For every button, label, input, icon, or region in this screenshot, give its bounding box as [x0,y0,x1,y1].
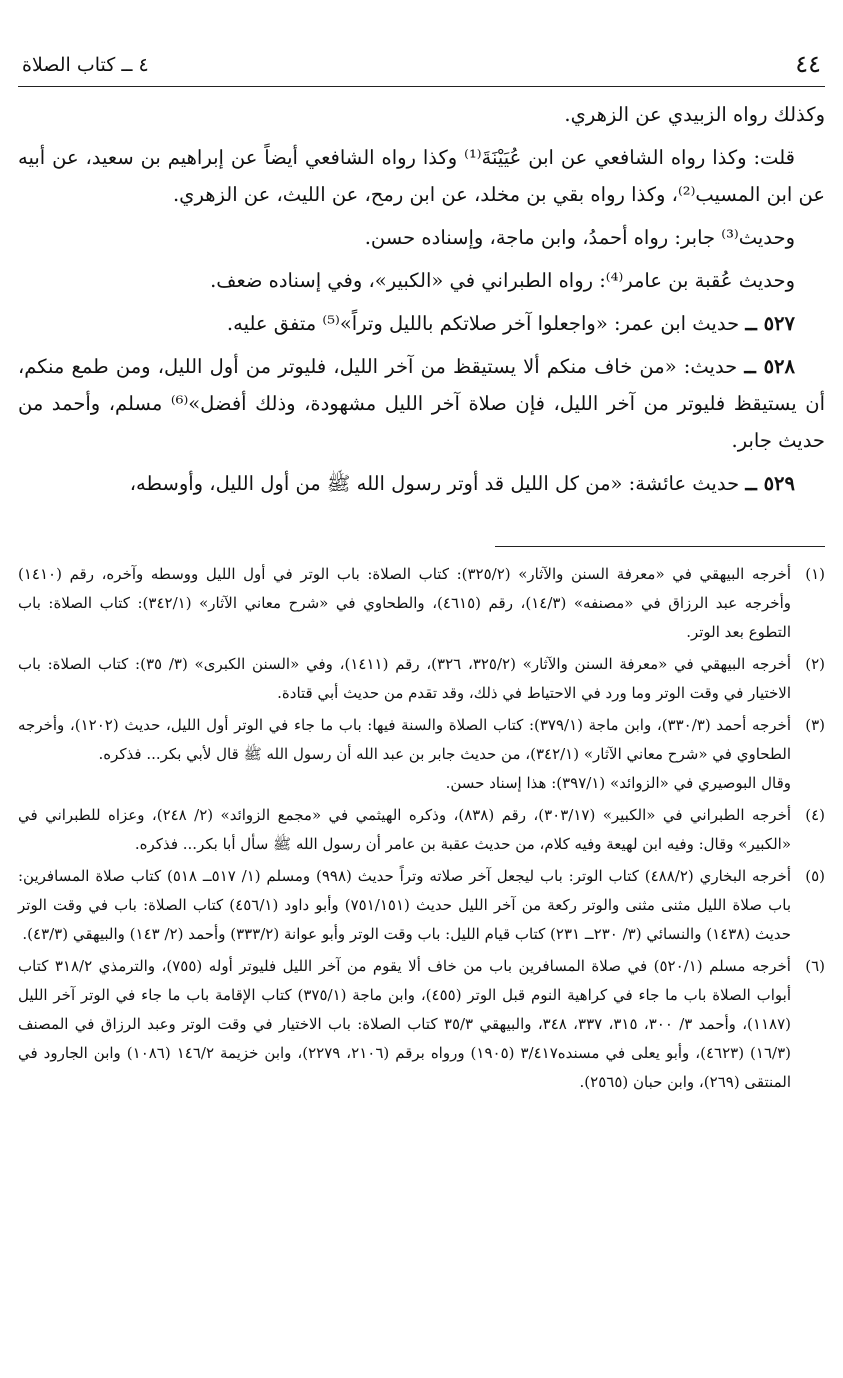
footnote [18,801,825,859]
hadith-number-527: ٥٢٧ ــ [745,312,795,335]
footnote-separator [495,546,825,547]
hadith-text-529: حديث عائشة: «من كل الليل قد أوتر رسول الله ﷺ من أول الليل، وأوسطه، [129,472,740,495]
page-number: ٤٤ [795,50,821,78]
footnote-body [18,862,791,949]
running-title: ٤ ــ كتاب الصلاة [22,54,149,76]
footnote-body [18,952,791,1097]
hadith-527 [18,305,825,342]
page-header [18,46,825,87]
footnote [18,650,825,708]
footnote-number: (٥) [805,867,825,885]
footnote-number: (٤) [805,806,825,824]
footnote-text: وقال البوصيري في «الزوائد» (٣٩٧/١): هذا إسناد حسن. [445,774,791,792]
hadith-529 [18,465,825,502]
footnote-number: (١) [805,565,825,583]
main-paragraph-3: وحديث⁽³⁾ جابر: رواه أحمدُ، وابن ماجة، وإسناده حسن. [364,226,795,249]
footnote-body [18,711,791,798]
footnote-text: أخرجه أحمد (٣٣٠/٣)، وابن ماجة (٣٧٩/١): كتاب الصلاة والسنة فيها: باب ما جاء في الوتر أول الليل، حديث (١٢٠٢)، وأخرجه الطحاوي في «شرح معاني الآثار» (٣٤٢/١)، من حديث جابر بن عبد الله أن رسول الله ﷺ قال لأبي بكر... فذكره. [18,716,791,763]
footnote-body [18,560,791,647]
main-paragraph-4: وحديث عُقبة بن عامر⁽⁴⁾: رواه الطبراني في «الكبير»، وفي إسناده ضعف. [210,269,795,292]
main-paragraph-2: قلت: وكذا رواه الشافعي عن ابن عُيَيْنَةَ⁽¹⁾ وكذا رواه الشافعي أيضاً عن إبراهيم بن سعيد، عن أبيه عن ابن المسيب⁽²⁾، وكذا رواه بقي بن مخلد، عن ابن رمح، عن الليث، عن الزهري. [18,146,825,206]
footnote-text: أخرجه البخاري (٤٨٨/٢) كتاب الوتر: باب ليجعل آخر صلاته وتراً حديث (٩٩٨) ومسلم (١/ ٥١٧ــ ٥١٨) كتاب صلاة المسافرين: باب صلاة الليل مثنى مثنى والوتر ركعة من آخر الليل حديث (٧٥١/١٥١) وأبو داود (٤٥٦/١) كتاب الصلاة: باب في وقت الوتر حديث (١٤٣٨) والنسائي (٣/ ٢٣٠ــ ٢٣١) كتاب قيام الليل: باب وقت الوتر وأبو عوانة (٣٣٣/٢) وأحمد (٢/ ١٤٣) والبيهقي (٤٣/٣). [18,867,791,943]
footnote-number: (٣) [805,716,825,734]
hadith-text-528: حديث: «من خاف منكم ألا يستيقظ من آخر الليل، فليوتر من أول الليل، ومن طمع منكم، أن يستيقظ فليوتر من آخر الليل، فإن صلاة آخر الليل مشهودة، وذلك أفضل»⁽⁶⁾ مسلم، وأحمد من حديث جابر. [18,355,825,452]
footnote-body [18,650,791,708]
footnote-text: أخرجه البيهقي في «معرفة السنن والآثار» (٣٢٥/٢، ٣٢٦)، رقم (١٤١١)، وفي «السنن الكبرى» (٣/ ٣٥): كتاب الصلاة: باب الاختيار في وقت الوتر وما ورد في الاحتياط في ذلك، وقد تقدم من حديث أبي قتادة. [18,655,792,702]
footnotes [18,560,825,1100]
footnote [18,952,825,1097]
main-text [18,96,825,508]
footnote-number: (٦) [805,957,825,975]
hadith-text-527: حديث ابن عمر: «واجعلوا آخر صلاتكم بالليل وتراً»⁽⁵⁾ متفق عليه. [226,312,740,335]
footnote-text: أخرجه البيهقي في «معرفة السنن والآثار» (٣٢٥/٢): كتاب الصلاة: باب الوتر في أول الليل ووسطه وآخره، رقم (١٤١٠) وأخرجه عبد الرزاق في «مصنفه» (١٤/٣)، رقم (٤٦١٥)، والطحاوي في «شرح معاني الآثار» (٣٤٢/١): كتاب الصلاة: باب التطوع بعد الوتر. [18,565,791,641]
footnote-text: أخرجه الطبراني في «الكبير» (٣٠٣/١٧)، رقم (٨٣٨)، وذكره الهيثمي في «مجمع الزوائد» (٢/ ٢٤٨)، وعزاه للطبراني في «الكبير» وقال: وفيه ابن لهيعة وفيه كلام، من حديث عقبة بن عامر أن رسول الله ﷺ سأل أبا بكر... فذكره. [18,806,792,853]
hadith-number-528: ٥٢٨ ــ [744,355,795,378]
footnote-number: (٢) [805,655,825,673]
hadith-number-529: ٥٢٩ ــ [745,472,795,495]
main-paragraph-1: وكذلك رواه الزبيدي عن الزهري. [564,103,825,126]
footnote-text: أخرجه مسلم (٥٢٠/١) في صلاة المسافرين باب من خاف ألا يقوم من آخر الليل فليوتر أوله (٧٥٥)، والترمذي ٣١٨/٢ كتاب أبواب الصلاة باب ما جاء في كراهية النوم قبل الوتر (٤٥٥)، وابن ماجة (٣٧٥/١) كتاب الإقامة باب ما جاء في الوتر آخر الليل (١١٨٧)، وأحمد ٣/ ٣٠٠، ٣١٥، ٣٣٧، ٣٤٨، والبيهقي ٣٥/٣ كتاب الصلاة: باب الاختيار في وقت الوتر وعبد الرزاق في المصنف (١٦/٣) (٤٦٢٣)، وأبو يعلى في مسنده٣/٤١٧ (١٩٠٥) ورواه برقم (٢١٠٦، ٢٢٧٩)، وابن خزيمة ١٤٦/٢ (١٠٨٦) وابن الجارود في المنتقى (٢٦٩)، وابن حبان (٢٥٦٥). [18,957,792,1091]
hadith-528 [18,348,825,459]
footnote-body [18,801,791,859]
footnote [18,711,825,798]
footnote [18,560,825,647]
footnote [18,862,825,949]
